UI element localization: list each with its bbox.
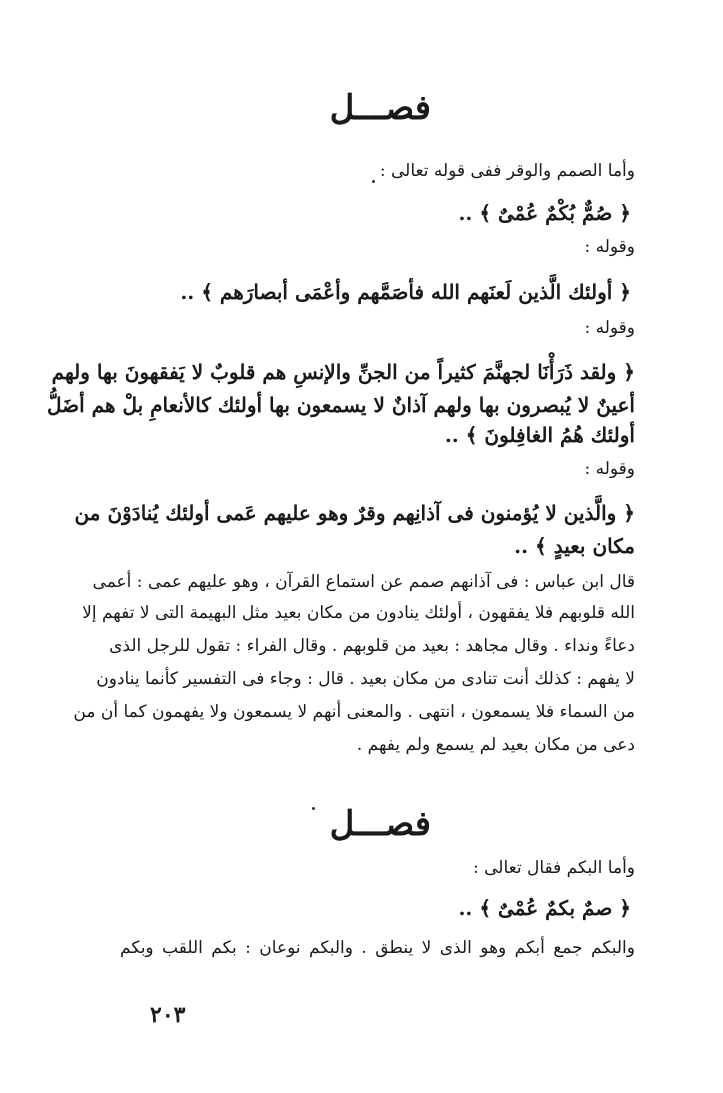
paragraph-line: قال ابن عباس : فى آذانهم صمم عن استماع القرآن ، وهو عليهم عمى : أعمى <box>92 572 635 592</box>
quran-verse: ﴿ أولئك الَّذين لَعنَهم الله فأصَمَّهم وأعْمَى أبصارَهم ﴾ .. <box>180 280 631 304</box>
paragraph-line: والبكم جمع أبكم وهو الذى لا ينطق . والبكم نوعان : بكم اللقب وبكم <box>120 938 635 958</box>
quran-verse-line: مكان بعيدٍ ﴾ .. <box>514 534 635 558</box>
quran-verse: ﴿ صمٌ بكمٌ عُمْىٌ ﴾ .. <box>458 896 631 920</box>
quran-verse-line: ﴿ ولقد ذَرَأْنَا لجهنَّمَ كثيراً من الجنِّ والإنسِ هم قلوبٌ لا يَفقهونَ بها ولهم <box>51 360 635 384</box>
ink-speck <box>312 807 315 810</box>
page-number: ٢٠٣ <box>150 1002 186 1028</box>
paragraph-line: من السماء فلا يسمعون ، انتهى . والمعنى أنهم لا يسمعون ولا يفهمون كما أن من <box>73 702 635 722</box>
label-line: وقوله : <box>584 237 635 257</box>
paragraph-line: لا يفهم : كذلك أنت تنادى من مكان بعيد . قال : وجاء فى التفسير كأنما ينادون <box>96 669 635 689</box>
paragraph-line: دعى من مكان بعيد لم يسمع ولم يفهم . <box>356 735 635 755</box>
label-line: وقوله : <box>584 318 635 338</box>
paragraph-line: الله قلوبهم فلا يفقهون ، أولئك ينادون من مكان بعيد مثل البهيمة التى لا تفهم إلا <box>82 603 635 623</box>
paragraph-line: دعاءً ونداء . وقال مجاهد : بعيد من قلوبهم . وقال الفراء : تقول للرجل الذى <box>109 636 635 656</box>
quran-verse-line: أعينٌ لا يُبصرون بها ولهم آذانٌ لا يسمعون بها أولئك كالأنعامِ بلْ هم أضَلُّ <box>47 393 635 417</box>
ink-speck <box>372 180 375 183</box>
intro-line: وأما الصمم والوقر ففى قوله تعالى : <box>379 161 635 181</box>
label-line: وقوله : <box>584 459 635 479</box>
quran-verse-line: ﴿ والَّذين لا يُؤمنون فى آذانِهم وقرٌ وهو عليهم عَمى أولئك يُنادَوْنَ من <box>74 501 635 525</box>
quran-verse-line: أولئك هُمُ الغافِلونَ ﴾ .. <box>444 423 635 447</box>
intro-line: وأما البكم فقال تعالى : <box>472 858 635 878</box>
section-heading: فصـــل <box>329 804 431 844</box>
section-heading: فصـــل <box>329 88 431 128</box>
quran-verse: ﴿ صُمٌّ بُكْمٌ عُمْىٌ ﴾ .. <box>458 201 631 225</box>
